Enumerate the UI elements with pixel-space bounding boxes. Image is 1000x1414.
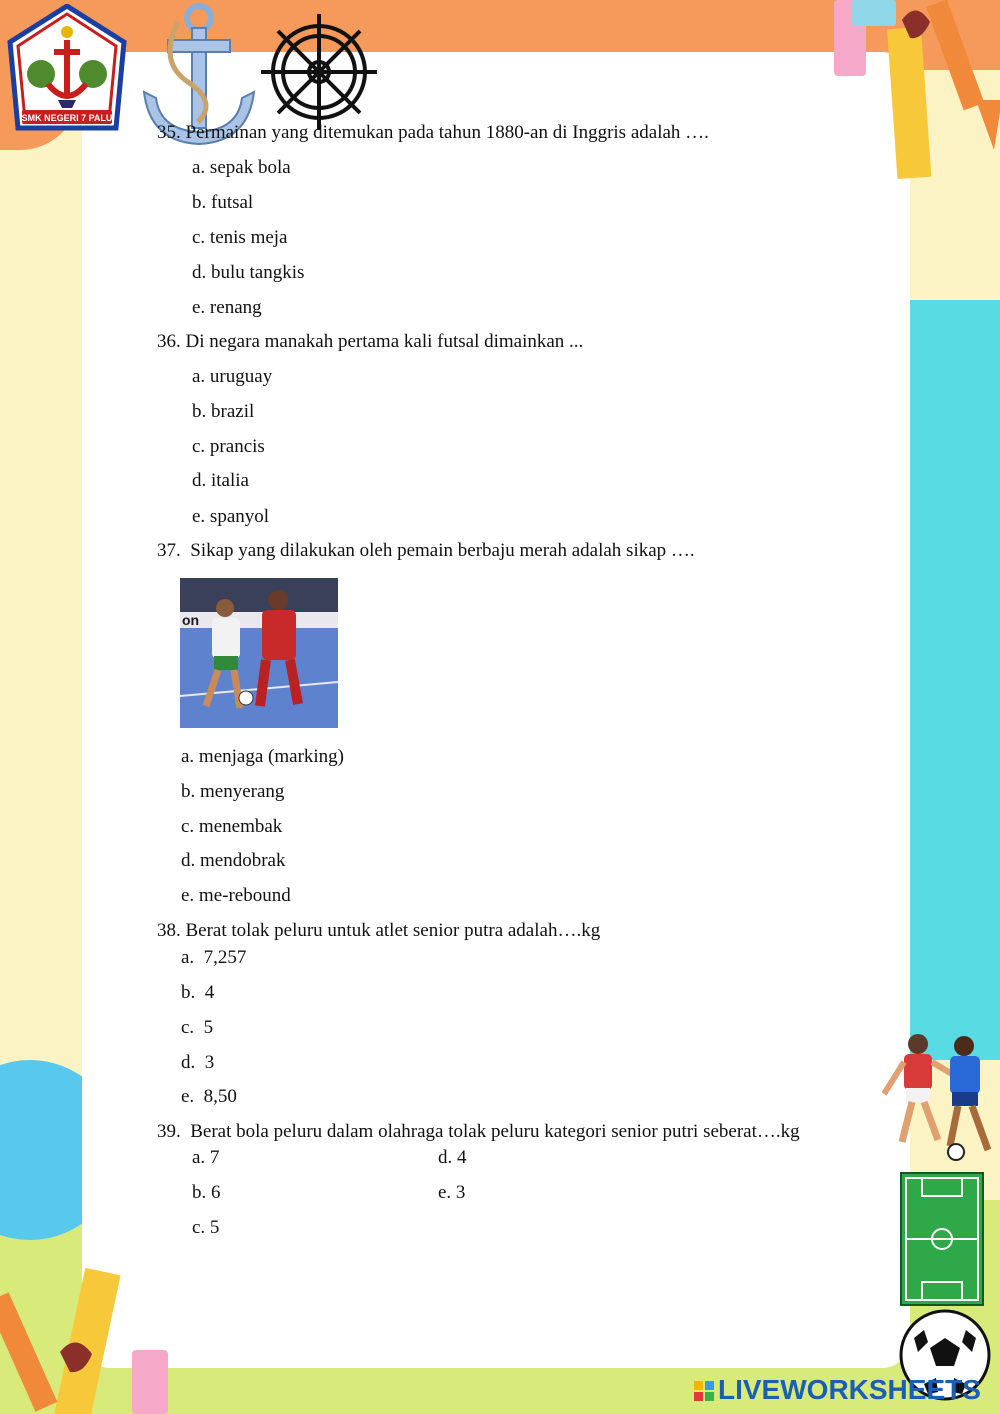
option-39-e[interactable]: e. 3 (438, 1182, 466, 1203)
option-37-b[interactable]: b. menyerang (181, 781, 285, 802)
ship-wheel-icon (256, 0, 382, 132)
option-35-e[interactable]: e. renang (192, 297, 262, 318)
pencils-decoration-bottom (0, 1262, 180, 1414)
option-36-e[interactable]: e. spanyol (192, 506, 270, 527)
option-38-c[interactable]: c. 5 (181, 1017, 214, 1038)
school-logo-text: SMK NEGERI 7 PALU (21, 113, 113, 123)
option-35-a[interactable]: a. sepak bola (192, 157, 291, 178)
question-35-text: 35. Permainan yang ditemukan pada tahun 1880-an di Inggris adalah …. (157, 122, 709, 143)
question-38-text: 38. Berat tolak peluru untuk atlet senior putra adalah….kg (157, 920, 601, 941)
option-35-b[interactable]: b. futsal (192, 192, 254, 213)
option-35-d[interactable]: d. bulu tangkis (192, 262, 305, 283)
option-39-d[interactable]: d. 4 (438, 1147, 467, 1168)
option-39-c[interactable]: c. 5 (192, 1217, 220, 1238)
option-39-a[interactable]: a. 7 (192, 1147, 220, 1168)
liveworksheets-logo-icon (694, 1376, 714, 1396)
right-cyan-band (908, 300, 1000, 1060)
liveworksheets-text: LIVEWORKSHEETS (718, 1374, 981, 1405)
futsal-players-photo (180, 578, 338, 728)
option-38-d[interactable]: d. 3 (181, 1052, 215, 1073)
liveworksheets-watermark (694, 1374, 981, 1406)
question-36-text: 36. Di negara manakah pertama kali futsal dimainkan ... (157, 331, 584, 352)
question-39-text: 39. Berat bola peluru dalam olahraga tolak peluru kategori senior putri seberat….kg (157, 1121, 800, 1142)
soccer-field-illustration (900, 1172, 984, 1306)
option-39-b[interactable]: b. 6 (192, 1182, 221, 1203)
option-37-d[interactable]: d. mendobrak (181, 850, 286, 871)
option-38-b[interactable]: b. 4 (181, 982, 215, 1003)
soccer-players-illustration (878, 1030, 1000, 1170)
option-37-c[interactable]: c. menembak (181, 816, 283, 837)
option-35-c[interactable]: c. tenis meja (192, 227, 288, 248)
option-36-b[interactable]: b. brazil (192, 401, 255, 422)
option-37-a[interactable]: a. menjaga (marking) (181, 746, 345, 767)
option-38-e[interactable]: e. 8,50 (181, 1086, 237, 1107)
option-37-e[interactable]: e. me-rebound (181, 885, 291, 906)
option-38-a[interactable]: a. 7,257 (181, 947, 247, 968)
option-36-c[interactable]: c. prancis (192, 436, 265, 457)
question-37-text: 37. Sikap yang dilakukan oleh pemain berbaju merah adalah sikap …. (157, 540, 695, 561)
option-36-d[interactable]: d. italia (192, 470, 249, 491)
photo-banner-text: on (182, 612, 200, 628)
option-36-a[interactable]: a. uruguay (192, 366, 273, 387)
pencils-decoration-top (826, 0, 1000, 200)
school-logo (6, 4, 128, 136)
